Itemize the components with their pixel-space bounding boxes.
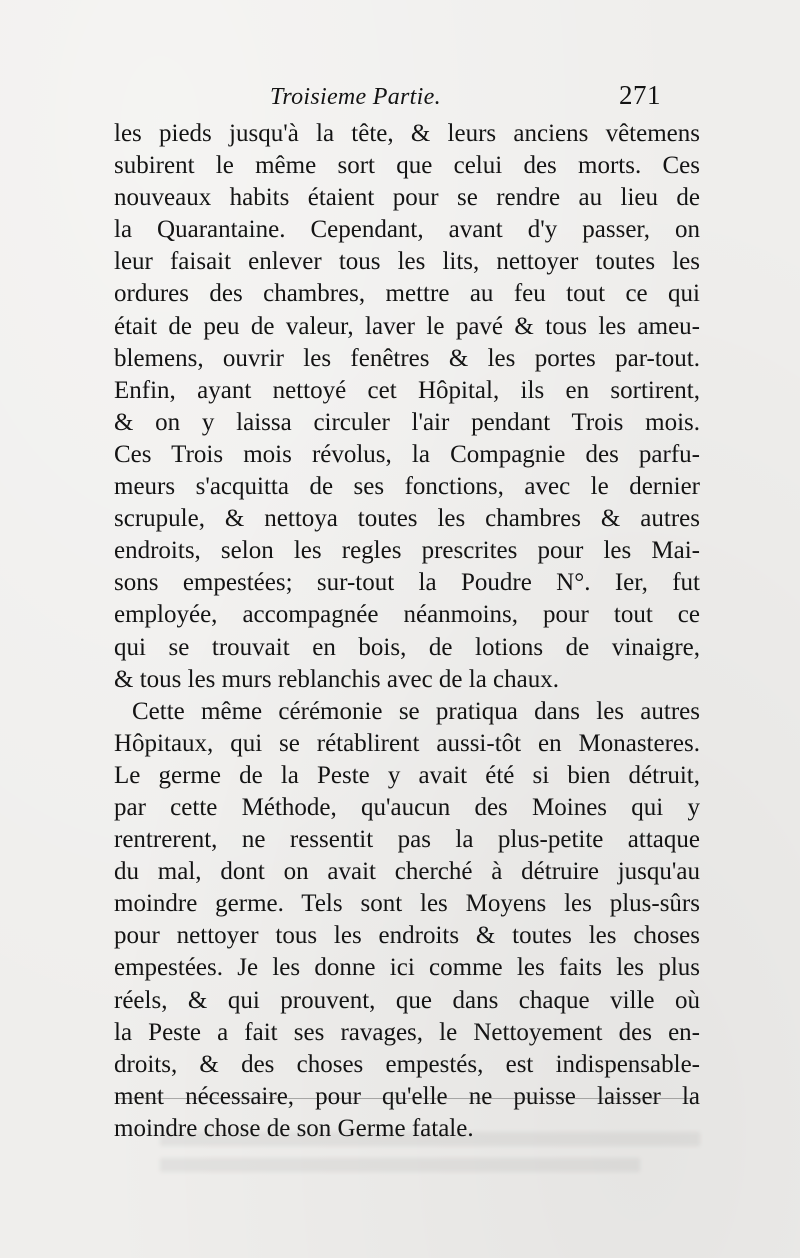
text-line: endroits, selon les regles prescrites pour les Mai- [114,537,700,565]
page-number: 271 [619,80,661,110]
text-line: la Peste a fait ses ravages, le Nettoyement des en- [114,1018,700,1046]
text-line: meurs s'acquitta de ses fonctions, avec le dernier [114,473,700,501]
text-line: empestées. Je les donne ici comme les faits les plus [114,954,700,982]
text-line: blemens, ouvrir les fenêtres & les portes par-tout. [114,344,700,372]
text-line: Hôpitaux, qui se rétablirent aussi-tôt en Monasteres. [114,729,700,757]
text-line: Ces Trois mois révolus, la Compagnie des parfu- [114,440,700,468]
show-through-ink [160,1132,700,1146]
text-line: ordures des chambres, mettre au feu tout ce qui [114,280,700,308]
text-line: du mal, dont on avait cherché à détruire jusqu'au [114,858,700,886]
footnote-rule [118,1098,694,1099]
text-line: leur faisait enlever tous les lits, nettoyer toutes les [114,248,700,276]
text-line: employée, accompagnée néanmoins, pour tout ce [114,601,700,629]
text-line: ment nécessaire, pour qu'elle ne puisse laisser la [114,1082,700,1110]
body-text [114,118,700,1145]
text-line: réels, & qui prouvent, que dans chaque ville où [114,986,700,1014]
text-line: & on y laissa circuler l'air pendant Trois mois. [114,408,700,436]
text-line: nouveaux habits étaient pour se rendre au lieu de [114,184,700,212]
text-line: par cette Méthode, qu'aucun des Moines qui y [114,793,700,821]
text-line: était de peu de valeur, laver le pavé & tous les ameu- [114,312,700,340]
text-line: subirent le même sort que celui des morts. Ces [114,152,700,180]
text-line: moindre germe. Tels sont les Moyens les plus-sûrs [114,890,700,918]
text-line: moindre chose de son Germe fatale. [114,1114,474,1142]
text-line: Cette même cérémonie se pratiqua dans les autres [132,697,700,725]
text-line: scrupule, & nettoya toutes les chambres & autres [114,505,700,533]
text-line: les pieds jusqu'à la tête, & leurs anciens vêtemens [114,120,700,147]
text-line: la Quarantaine. Cependant, avant d'y passer, on [114,216,700,244]
text-line: sons empestées; sur-tout la Poudre N°. Ier, fut [114,569,700,597]
text-line: droits, & des choses empestés, est indispensable- [114,1050,700,1078]
text-line: Le germe de la Peste y avait été si bien détruit, [114,761,700,789]
text-line: pour nettoyer tous les endroits & toutes les choses [114,922,700,950]
text-line: & tous les murs reblanchis avec de la chaux. [114,665,559,693]
show-through-ink [160,1158,640,1172]
running-title: Troisieme Partie. [270,84,441,110]
text-line: qui se trouvait en bois, de lotions de vinaigre, [114,633,700,661]
text-line: rentrerent, ne ressentit pas la plus-petite attaque [114,826,700,854]
text-line: Enfin, ayant nettoyé cet Hôpital, ils en sortirent, [114,376,700,404]
